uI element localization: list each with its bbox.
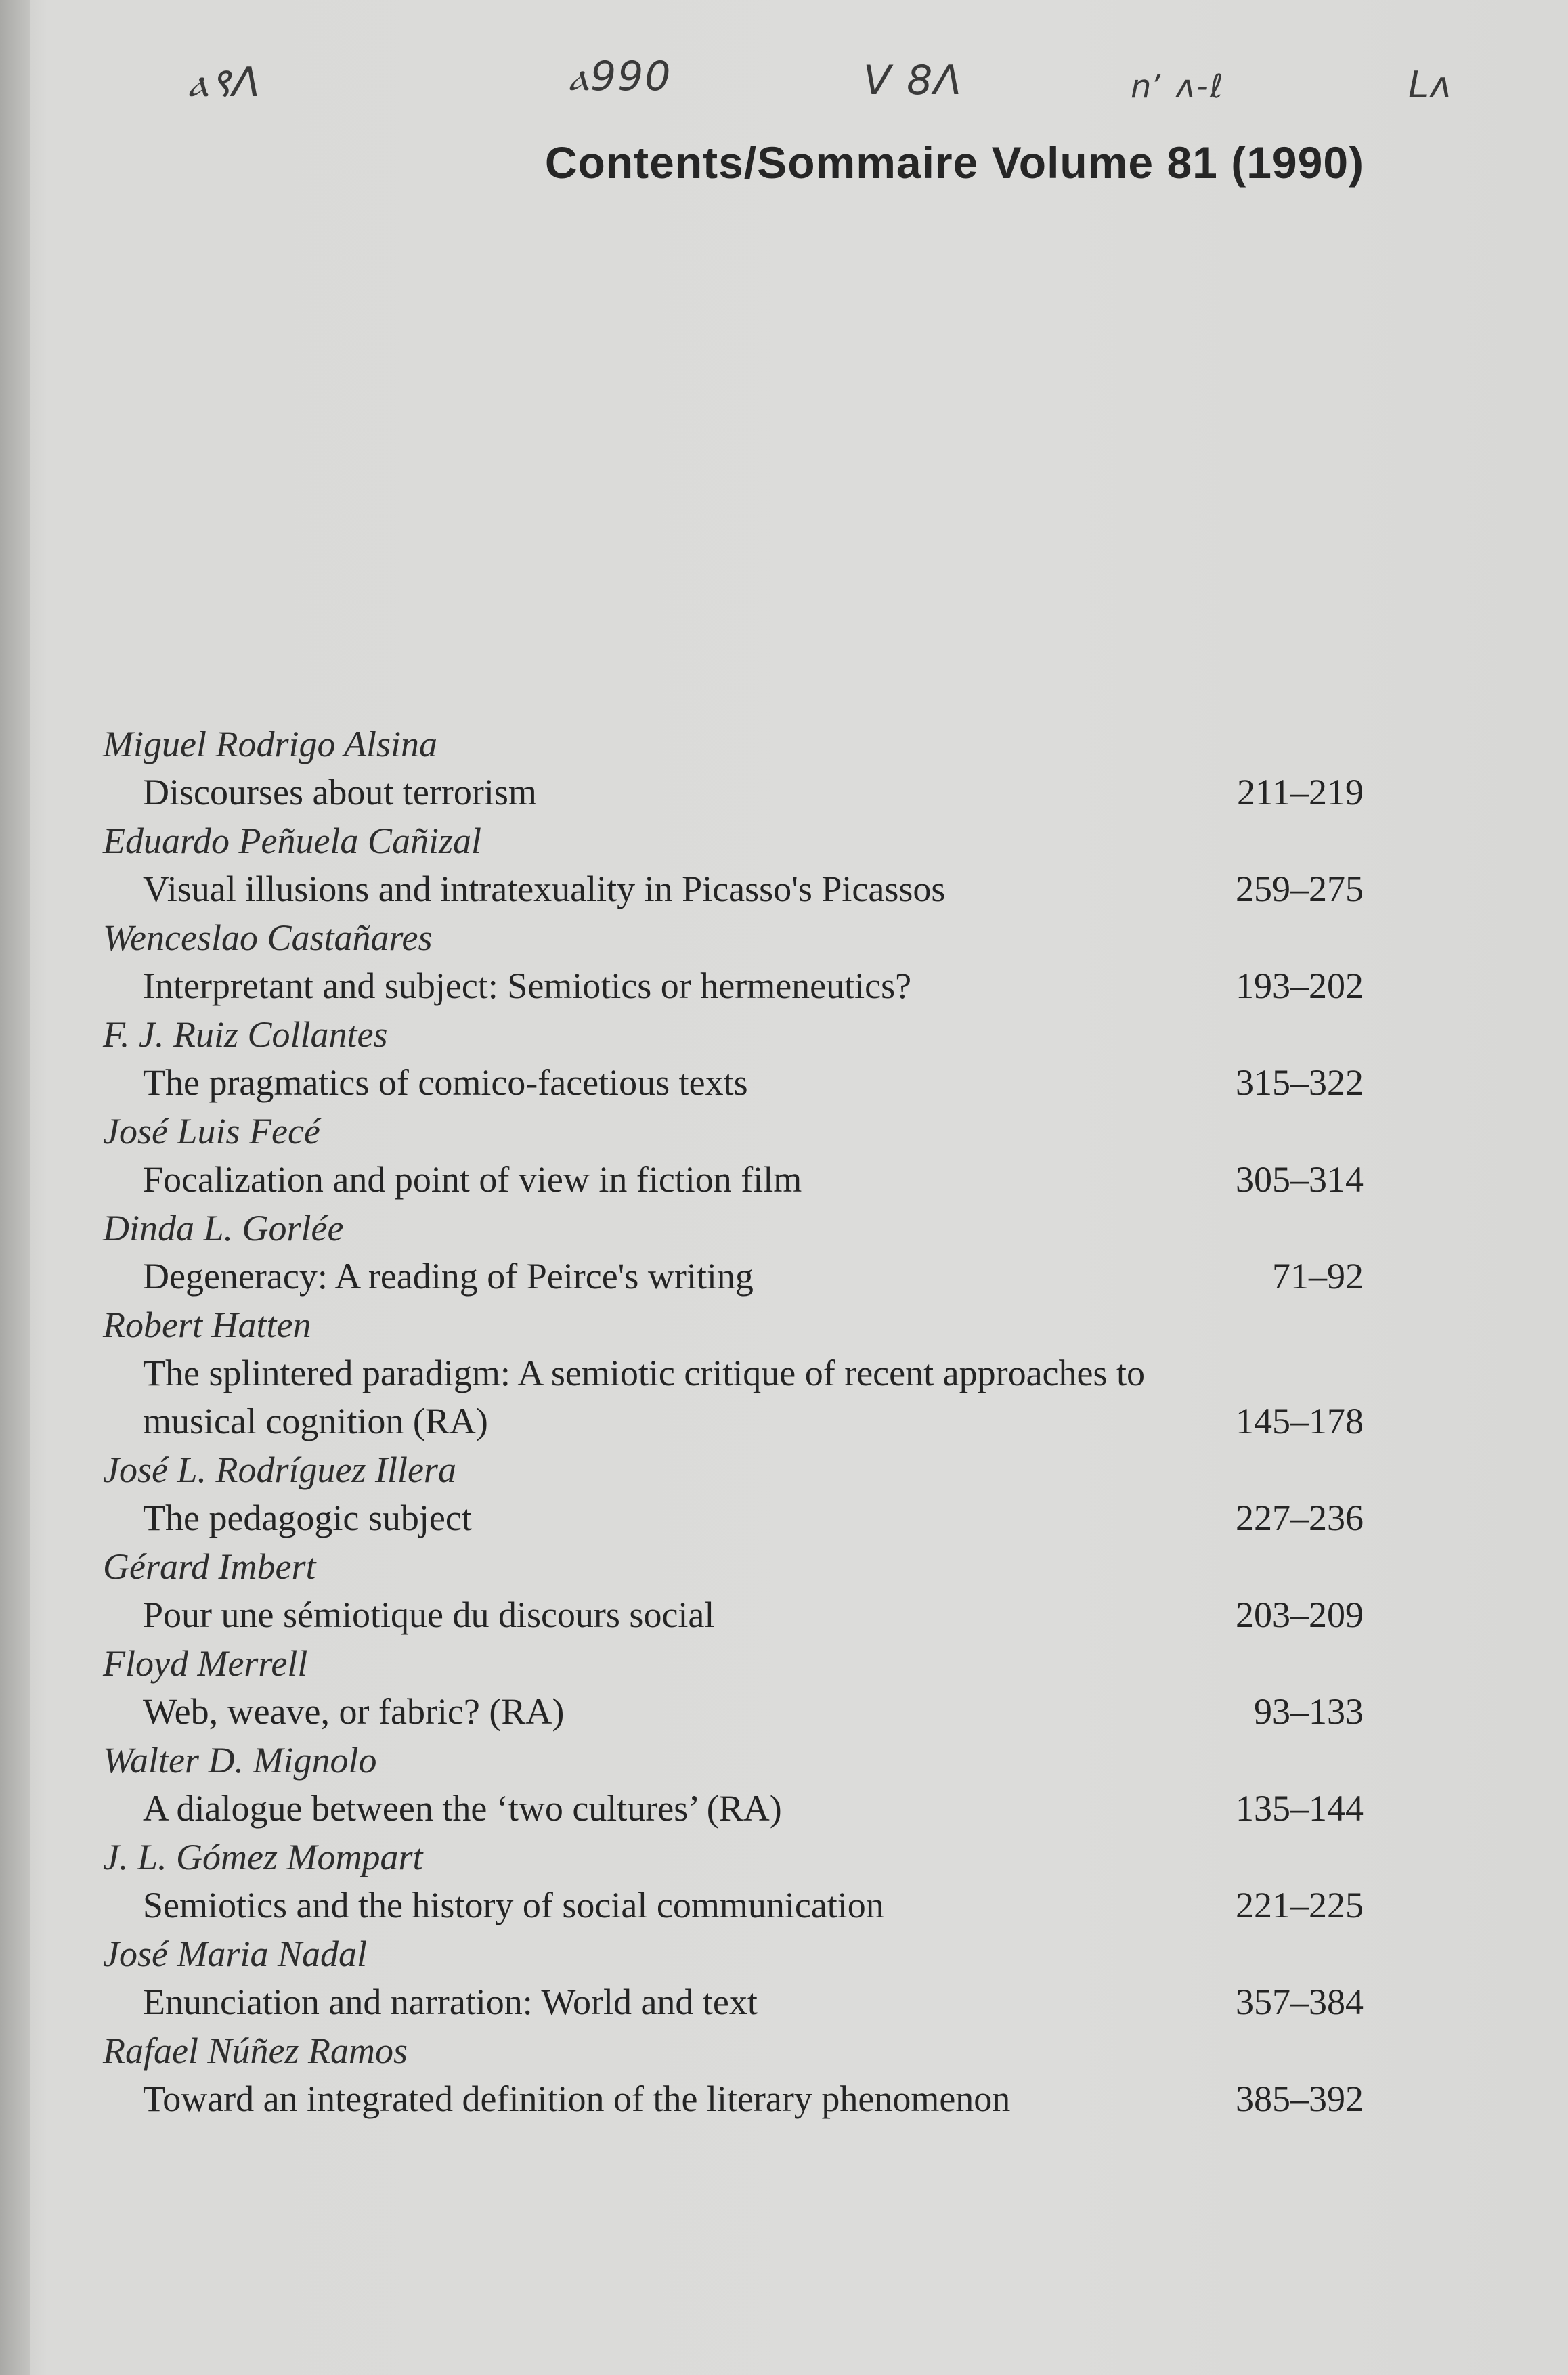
toc-pages: 71–92 bbox=[1272, 1256, 1364, 1297]
toc-pages: 211–219 bbox=[1237, 772, 1364, 812]
handwritten-note: ⲁ९ꓥ bbox=[188, 59, 262, 106]
toc-author: José L. Rodríguez Illera bbox=[103, 1450, 456, 1490]
handwritten-note: V 8ꓥ bbox=[863, 57, 963, 104]
toc-article-title: Semiotics and the history of social communication bbox=[143, 1885, 884, 1925]
table-of-contents bbox=[103, 720, 1364, 2123]
toc-entry bbox=[103, 2075, 1364, 2123]
toc-article-title: Focalization and point of view in fiction film bbox=[143, 1159, 802, 1200]
toc-author: Walter D. Mignolo bbox=[103, 1740, 377, 1781]
toc-article-title: The pedagogic subject bbox=[143, 1498, 472, 1538]
toc-pages: 203–209 bbox=[1236, 1594, 1364, 1635]
toc-article-title: Degeneracy: A reading of Peirce's writing bbox=[143, 1256, 754, 1297]
toc-pages: 193–202 bbox=[1236, 965, 1364, 1006]
binding-edge bbox=[0, 0, 30, 2375]
toc-article-title: A dialogue between the ‘two cultures’ (RA) bbox=[143, 1788, 782, 1829]
toc-pages: 357–384 bbox=[1236, 1982, 1364, 2022]
toc-pages: 135–144 bbox=[1236, 1788, 1364, 1829]
toc-entry bbox=[103, 962, 1364, 1010]
handwritten-note: ⲁ990 bbox=[569, 53, 672, 100]
toc-author: Wenceslao Castañares bbox=[103, 917, 433, 958]
handwritten-note: nʼ ʌ-ℓ bbox=[1131, 68, 1225, 106]
toc-pages: 259–275 bbox=[1236, 869, 1364, 909]
toc-entry bbox=[103, 1785, 1364, 1833]
toc-pages: 221–225 bbox=[1236, 1885, 1364, 1925]
toc-pages: 227–236 bbox=[1236, 1498, 1364, 1538]
toc-pages: 315–322 bbox=[1236, 1062, 1364, 1103]
toc-entry bbox=[103, 1252, 1364, 1301]
toc-article-title: Enunciation and narration: World and text bbox=[143, 1982, 758, 2022]
toc-entry bbox=[103, 1881, 1364, 1930]
toc-article-title: Web, weave, or fabric? (RA) bbox=[143, 1691, 565, 1732]
toc-author: Eduardo Peñuela Cañizal bbox=[103, 821, 481, 861]
toc-article-title: Toward an integrated definition of the literary phenomenon bbox=[143, 2078, 1011, 2119]
toc-article-title: Visual illusions and intratexuality in Picasso's Picassos bbox=[143, 869, 946, 909]
toc-author: José Maria Nadal bbox=[103, 1934, 367, 1974]
toc-pages: 93–133 bbox=[1254, 1691, 1364, 1732]
toc-pages: 305–314 bbox=[1236, 1159, 1364, 1200]
toc-author: F. J. Ruiz Collantes bbox=[103, 1014, 388, 1055]
toc-author: José Luis Fecé bbox=[103, 1111, 320, 1152]
toc-entry bbox=[103, 1494, 1364, 1542]
toc-article-title: Discourses about terrorism bbox=[143, 772, 537, 812]
toc-entry bbox=[103, 1591, 1364, 1639]
toc-pages: 145–178 bbox=[1236, 1401, 1364, 1441]
toc-entry bbox=[103, 1059, 1364, 1107]
handwritten-note: Lʌ bbox=[1408, 64, 1454, 106]
toc-author: J. L. Gómez Mompart bbox=[103, 1837, 423, 1877]
toc-pages: 385–392 bbox=[1236, 2078, 1364, 2119]
toc-author: Rafael Núñez Ramos bbox=[103, 2030, 408, 2071]
toc-author: Floyd Merrell bbox=[103, 1643, 308, 1684]
toc-article-title: The pragmatics of comico-facetious texts bbox=[143, 1062, 748, 1103]
toc-author: Gérard Imbert bbox=[103, 1546, 316, 1587]
toc-entry bbox=[103, 865, 1364, 913]
page-title: Contents/Sommaire Volume 81 (1990) bbox=[544, 137, 1364, 188]
toc-entry bbox=[103, 1349, 1364, 1445]
toc-article-title: Pour une sémiotique du discours social bbox=[143, 1594, 715, 1635]
toc-entry bbox=[103, 1978, 1364, 2026]
toc-entry bbox=[103, 768, 1364, 816]
toc-author: Robert Hatten bbox=[103, 1305, 311, 1345]
toc-entry bbox=[103, 1156, 1364, 1204]
toc-entry bbox=[103, 1688, 1364, 1736]
toc-article-title: Interpretant and subject: Semiotics or hermeneutics? bbox=[143, 965, 912, 1006]
toc-article-title: The splintered paradigm: A semiotic critique of recent approaches to musical cognition (RA) bbox=[143, 1353, 1145, 1441]
toc-author: Dinda L. Gorlée bbox=[103, 1208, 344, 1248]
handwritten-notes bbox=[0, 53, 1568, 127]
toc-author: Miguel Rodrigo Alsina bbox=[103, 724, 437, 764]
